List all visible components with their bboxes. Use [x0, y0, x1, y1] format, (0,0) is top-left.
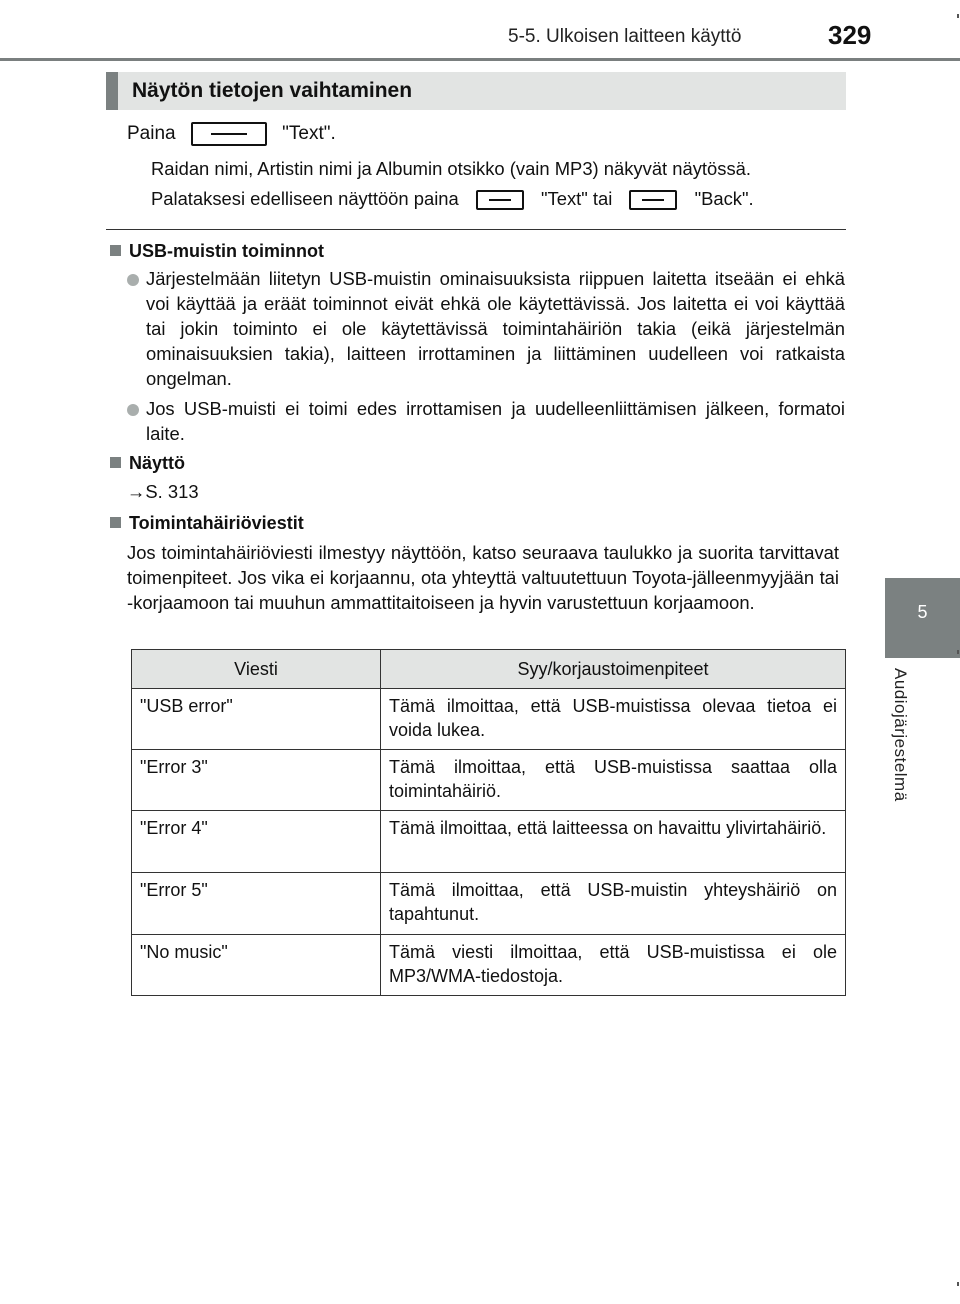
cause-cell: Tämä ilmoittaa, että USB-muistissa saattaa olla toimintahäiriö.: [381, 750, 846, 811]
column-header-cause: Syy/korjaustoimenpiteet: [381, 650, 846, 689]
cause-cell: Tämä viesti ilmoittaa, että USB-muistissa ei ole MP3/WMA-tiedostoja.: [381, 935, 846, 996]
table-row: [132, 689, 846, 750]
chapter-label: Audiojärjestelmä: [891, 668, 910, 802]
usb-bullet-2: Jos USB-muisti ei toimi edes irrottamisen ja uudelleenliittämisen jälkeen, formatoi laite.: [146, 398, 845, 444]
round-bullet-icon: [127, 403, 145, 421]
usb-functions-heading: USB-muistin toiminnot: [110, 241, 324, 262]
text-key-icon: [191, 122, 267, 146]
chapter-tab: [885, 578, 960, 658]
page-reference-link[interactable]: →S. 313: [127, 481, 199, 502]
square-bullet-icon: [110, 245, 121, 256]
margin-tick: [957, 1282, 959, 1286]
display-heading: Näyttö: [110, 453, 185, 474]
table-row: [132, 935, 846, 996]
table-row: [132, 811, 846, 873]
square-bullet-icon: [110, 457, 121, 468]
message-cell: "Error 4": [132, 811, 381, 873]
press-suffix: "Text".: [282, 123, 336, 145]
message-cell: "Error 3": [132, 750, 381, 811]
section-heading-box: [106, 72, 846, 110]
error-intro: Jos toimintahäiriöviesti ilmestyy näyttöön, katso seuraava taulukko ja suorita tarvittavat toimenpiteet. Jos vika ei korjaannu, ota yhteyttä valtuutettuun Toyota-jälleenmyyjään tai -korjaamoon tai muuhun ammattitaitoiseen ja hyvin varustettuun korjaamoon.: [127, 542, 839, 613]
cause-cell: Tämä ilmoittaa, että USB-muistissa olevaa tietoa ei voida lukea.: [381, 689, 846, 750]
section-divider: [106, 229, 846, 230]
message-cell: "USB error": [132, 689, 381, 750]
message-cell: "No music": [132, 935, 381, 996]
message-cell: "Error 5": [132, 873, 381, 935]
margin-tick: [957, 650, 959, 654]
press-text-line: [127, 122, 336, 146]
error-messages-heading: Toimintahäiriöviestit: [110, 513, 304, 534]
cause-cell: Tämä ilmoittaa, että USB-muistin yhteyshäiriö on tapahtunut.: [381, 873, 846, 935]
info-line: Raidan nimi, Artistin nimi ja Albumin otsikko (vain MP3) näkyvät näytössä.: [151, 158, 751, 179]
error-message-table: [131, 649, 846, 996]
press-prefix: Paina: [127, 123, 176, 145]
usb-bullet-1: Järjestelmään liitetyn USB-muistin ominaisuuksista riippuen laitetta itseään ei ehkä voi käyttää ja eräät toiminnot eivät ehkä ole käytettävissä. Jos laitetta ei voi käyttää tai jokin toiminto ei ole käytettävissä toimintahäiriön takia (eikä järjestelmän ominaisuuksien takia), laitteen irrottaminen ja liittäminen uudelleen voi ratkaista ongelman.: [146, 268, 845, 389]
running-header: 5-5. Ulkoisen laitteen käyttö: [508, 26, 742, 47]
column-header-message: Viesti: [132, 650, 381, 689]
return-line: [151, 188, 754, 210]
margin-tick: [957, 14, 959, 18]
back-key-icon: [629, 190, 677, 210]
page-number: 329: [828, 20, 872, 50]
header-rule: [0, 58, 960, 61]
round-bullet-icon: [127, 273, 145, 291]
text-key-icon: [476, 190, 524, 210]
square-bullet-icon: [110, 517, 121, 528]
return-suffix: "Back".: [694, 188, 754, 209]
section-title: Näytön tietojen vaihtaminen: [132, 79, 413, 102]
cause-cell: Tämä ilmoittaa, että laitteessa on havaittu ylivirtahäiriö.: [381, 811, 846, 873]
return-mid: "Text" tai: [541, 188, 613, 209]
table-row: [132, 750, 846, 811]
table-row: [132, 873, 846, 935]
table-header-row: [132, 650, 846, 689]
return-prefix: Palataksesi edelliseen näyttöön paina: [151, 188, 459, 209]
chapter-number: 5: [917, 602, 928, 622]
